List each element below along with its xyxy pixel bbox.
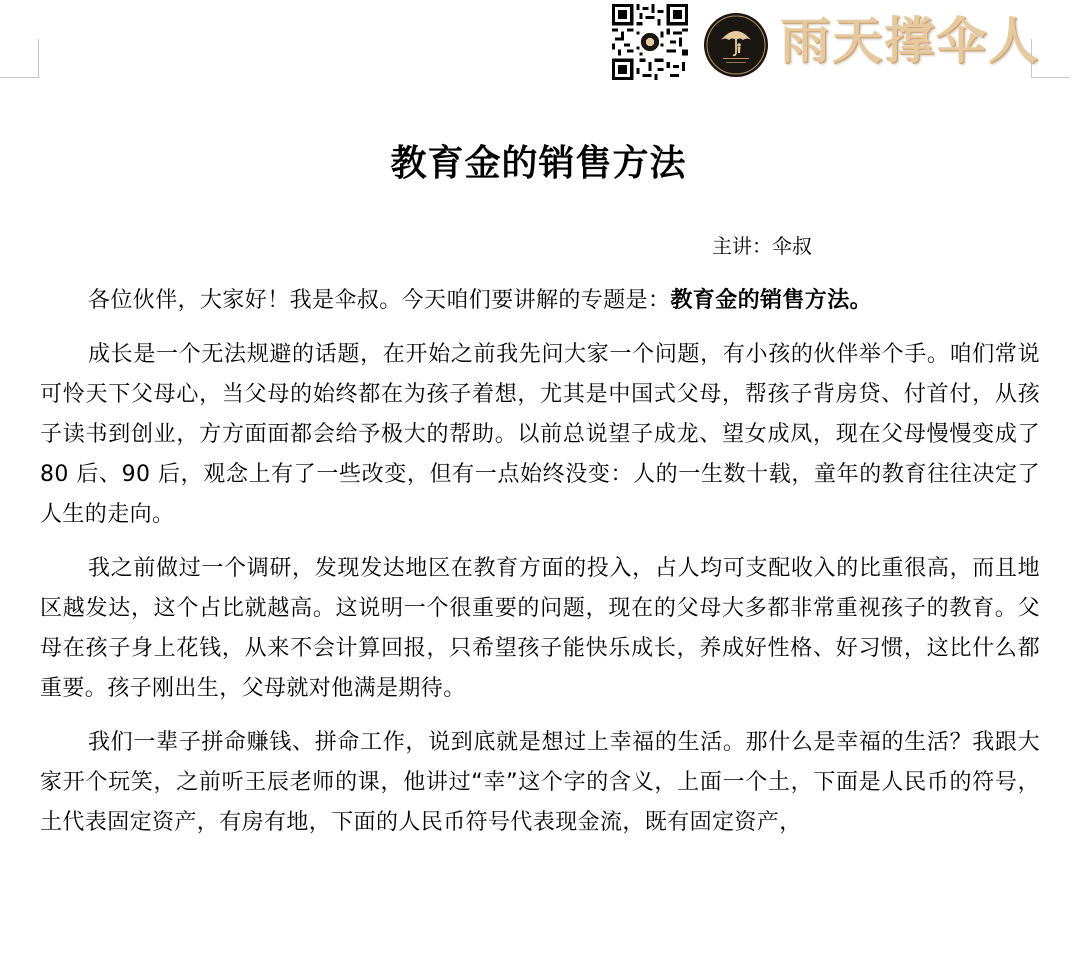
crop-mark-top-left — [0, 39, 39, 78]
body-paragraph: 我们一辈子拼命赚钱、拼命工作，说到底就是想过上幸福的生活。那什么是幸福的生活？我跟大家开个玩笑，之前听王辰老师的课，他讲过“幸”这个字的含义，上面一个土，下面是人民币的符号，土代表固定资产，有房有地，下面的人民币符号代表现金流，既有固定资产， — [40, 730, 1040, 835]
body-paragraph: 成长是一个无法规避的话题，在开始之前我先问大家一个问题，有小孩的伙伴举个手。咱们常说可怜天下父母心，当父母的始终都在为孩子着想，尤其是中国式父母，帮孩子背房贷、付首付，从孩子读书到创业，方方面面都会给予极大的帮助。以前总说望子成龙、望女成凤，现在父母慢慢变成了 80 后、90 后，观念上有了一些改变，但有一点始终没变：人的一生数十载，童年的教育往往决定了人生的走向。 — [40, 342, 1040, 527]
body-paragraph: 我之前做过一个调研，发现发达地区在教育方面的投入，占人均可支配收入的比重很高，而且地区越发达，这个占比就越高。这说明一个很重要的问题，现在的父母大多都非常重视孩子的教育。父母在孩子身上花钱，从来不会计算回报，只希望孩子能快乐成长，养成好性格、好习惯，这比什么都重要。孩子刚出生，父母就对他满是期待。 — [40, 556, 1040, 701]
intro-text: 各位伙伴，大家好！我是伞叔。今天咱们要讲解的专题是： — [88, 288, 671, 313]
intro-topic: 教育金的销售方法。 — [670, 288, 873, 313]
brand-name: 雨天撑伞人 — [780, 11, 1040, 70]
document-title: 教育金的销售方法 — [390, 143, 687, 184]
qr-code-icon — [612, 4, 688, 80]
document-body — [40, 281, 1040, 857]
umbrella-logo-icon — [703, 12, 769, 78]
speaker-line: 主讲：伞叔 — [712, 234, 812, 258]
intro-paragraph — [40, 281, 1040, 321]
